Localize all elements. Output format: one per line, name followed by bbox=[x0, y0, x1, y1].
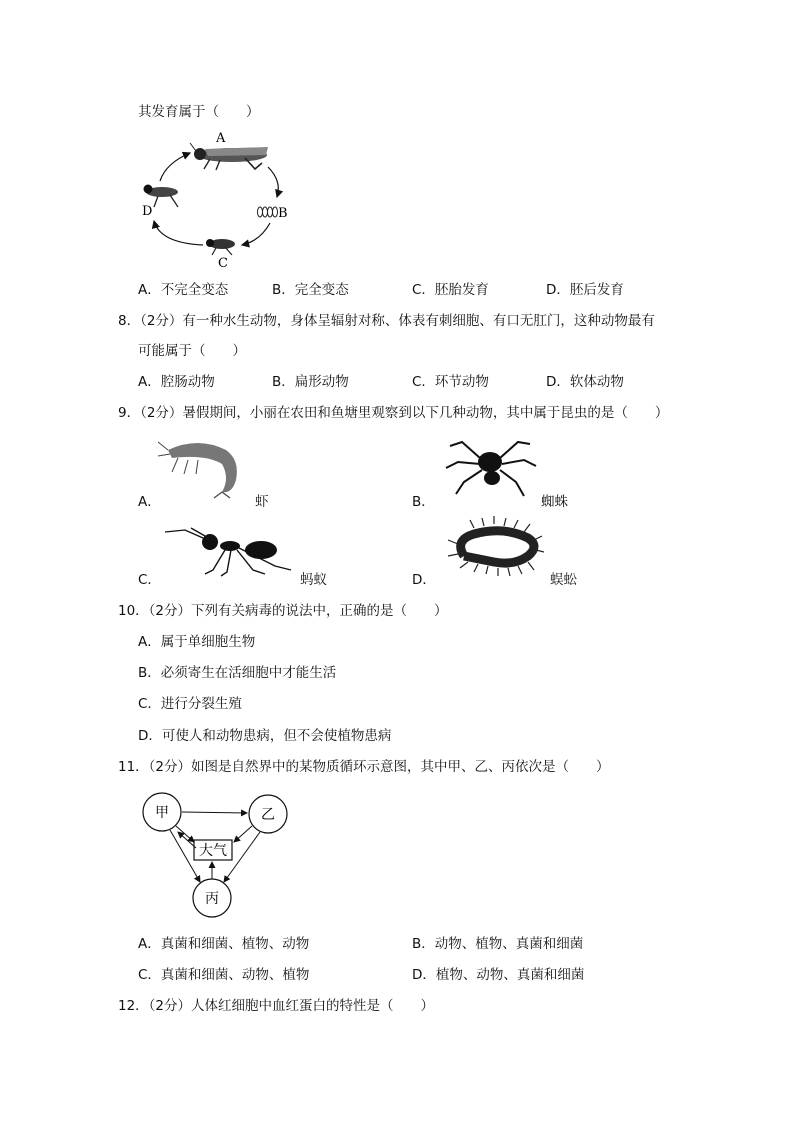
q11-option-a[interactable]: A．真菌和细菌、植物、动物 bbox=[138, 936, 310, 952]
q9-option-c-letter[interactable]: C． bbox=[138, 572, 161, 588]
node-bing-label: 丙 bbox=[205, 891, 219, 907]
q9-option-d-letter[interactable]: D． bbox=[412, 572, 436, 588]
q8-option-c[interactable]: C．环节动物 bbox=[412, 374, 489, 390]
q7-option-c[interactable]: C．胚胎发育 bbox=[412, 282, 489, 298]
label-c: C bbox=[218, 256, 228, 271]
q11-option-b[interactable]: B．动物、植物、真菌和细菌 bbox=[412, 936, 584, 952]
adult-grasshopper-icon bbox=[190, 143, 268, 170]
arrow-c-to-d bbox=[154, 221, 203, 245]
q8-option-b[interactable]: B．扁形动物 bbox=[272, 374, 349, 390]
label-b: B bbox=[278, 206, 288, 221]
ant-image bbox=[165, 526, 295, 578]
shrimp-image bbox=[158, 432, 253, 500]
q10-stem: 10．（2分）下列有关病毒的说法中，正确的是（ ） bbox=[118, 603, 448, 619]
node-air-label: 大气 bbox=[199, 843, 227, 859]
material-cycle-diagram bbox=[138, 790, 298, 920]
label-d: D bbox=[142, 204, 153, 219]
arrow-d-to-a bbox=[160, 153, 190, 181]
node-jia-label: 甲 bbox=[155, 805, 169, 821]
eggs-icon bbox=[258, 207, 278, 217]
q10-option-c[interactable]: C．进行分裂生殖 bbox=[138, 696, 242, 712]
q7-option-a[interactable]: A．不完全变态 bbox=[138, 282, 229, 298]
q9-option-d-name: 蜈蚣 bbox=[550, 572, 577, 588]
q7-option-d[interactable]: D．胚后发育 bbox=[546, 282, 624, 298]
label-a: A bbox=[216, 131, 226, 146]
q9-stem: 9．（2分）暑假期间，小丽在农田和鱼塘里观察到以下几种动物，其中属于昆虫的是（ ） bbox=[118, 405, 669, 421]
centipede-image bbox=[444, 516, 544, 582]
grasshopper-lifecycle-figure bbox=[130, 125, 300, 275]
q11-stem: 11．（2分）如图是自然界中的某物质循环示意图，其中甲、乙、丙依次是（ ） bbox=[118, 759, 610, 775]
q9-option-b-letter[interactable]: B． bbox=[412, 494, 435, 510]
q8-stem-line2: 可能属于（ ） bbox=[138, 343, 246, 359]
q8-option-a[interactable]: A．腔肠动物 bbox=[138, 374, 215, 390]
arrow-b-to-c bbox=[242, 223, 270, 245]
q9-option-a-letter[interactable]: A． bbox=[138, 494, 161, 510]
q7-option-b[interactable]: B．完全变态 bbox=[272, 282, 349, 298]
q10-option-d[interactable]: D．可使人和动物患病，但不会使植物患病 bbox=[138, 728, 392, 744]
q9-option-c-name: 蚂蚁 bbox=[300, 572, 327, 588]
q8-stem-line1: 8．（2分）有一种水生动物，身体呈辐射对称、体表有刺细胞、有口无肛门，这种动物最有 bbox=[118, 313, 655, 329]
q9-option-b-name: 蜘蛛 bbox=[541, 494, 568, 510]
q10-option-b[interactable]: B．必须寄生在活细胞中才能生活 bbox=[138, 665, 337, 681]
arrow-a-to-b bbox=[268, 167, 278, 197]
q10-option-a[interactable]: A．属于单细胞生物 bbox=[138, 634, 256, 650]
q12-stem: 12．（2分）人体红细胞中血红蛋白的特性是（ ） bbox=[118, 998, 435, 1014]
q9-option-a-name: 虾 bbox=[255, 494, 269, 510]
q8-option-d[interactable]: D．软体动物 bbox=[546, 374, 624, 390]
q11-option-c[interactable]: C．真菌和细菌、动物、植物 bbox=[138, 967, 310, 983]
young-nymph-icon bbox=[206, 239, 235, 255]
q7-stem-tail: 其发育属于（ ） bbox=[138, 104, 260, 120]
spider-image bbox=[440, 432, 540, 502]
node-yi-label: 乙 bbox=[261, 807, 275, 823]
q11-option-d[interactable]: D．植物、动物、真菌和细菌 bbox=[412, 967, 585, 983]
